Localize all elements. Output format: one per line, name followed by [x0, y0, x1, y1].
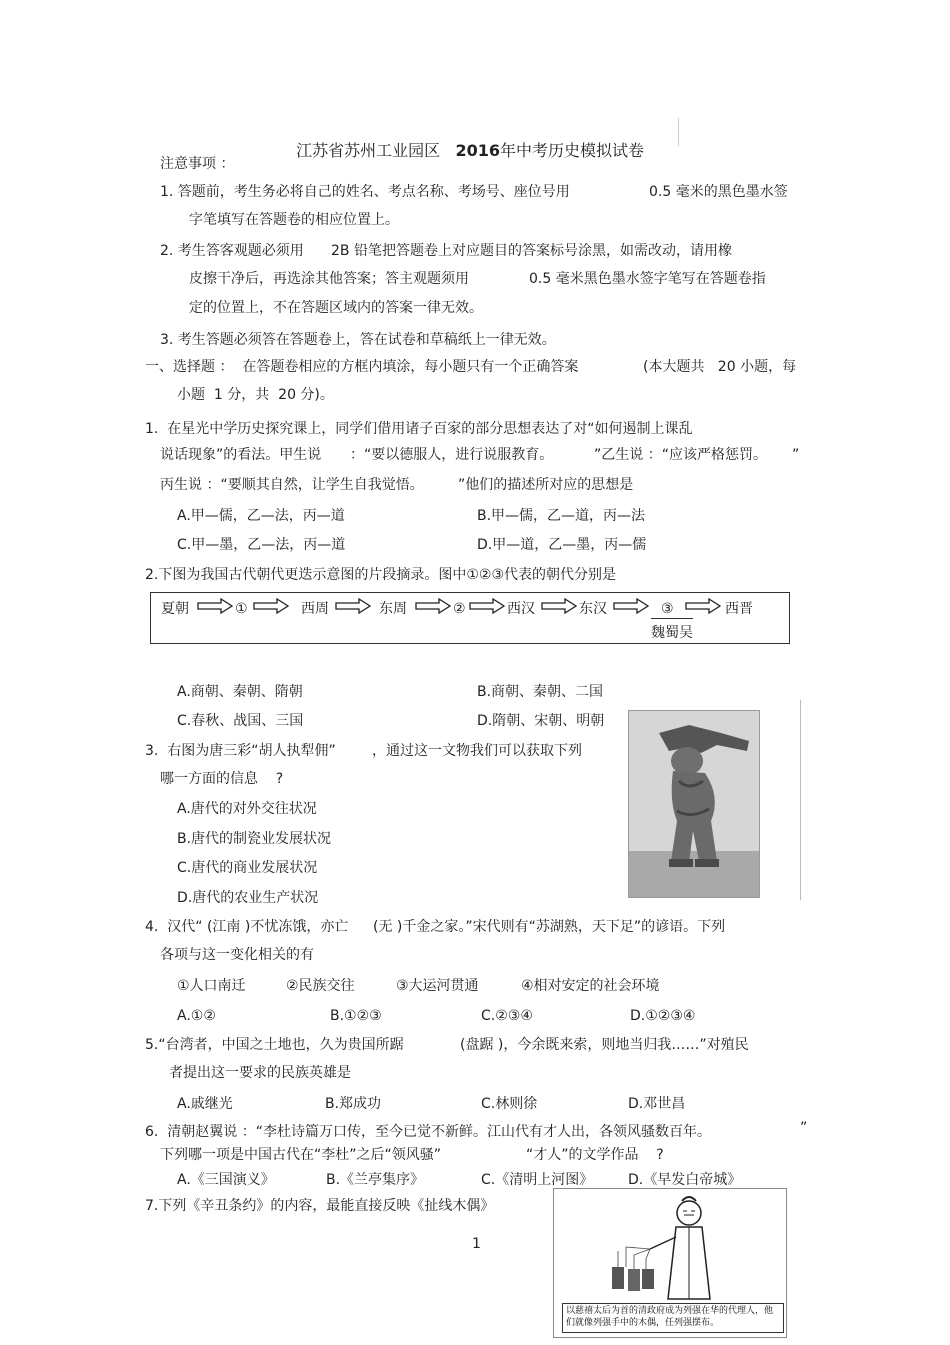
- chrono-blank-1: ①: [235, 601, 248, 617]
- q1-line3b: ”他们的描述所对应的思想是: [458, 477, 634, 493]
- q5-line1b: (盘踞 )，今余既来索，则地当归我……”对殖民: [460, 1037, 749, 1053]
- q4-option-d: D.①②③④: [630, 1008, 696, 1024]
- q1-option-b: B.甲—儒，乙—道，丙—法: [477, 508, 646, 524]
- q5-option-d: D.邓世昌: [628, 1096, 686, 1112]
- q4-line1a: 4. 汉代“ (江南 )不忧冻饿，亦亡: [145, 919, 349, 935]
- title-part2: 年中考历史模拟试卷: [499, 141, 644, 160]
- q5-line1a: 5.“台湾者，中国之土地也，久为贵国所踞: [145, 1037, 404, 1053]
- q3-option-b: B.唐代的制瓷业发展状况: [177, 831, 332, 847]
- q6-line1b: ”: [800, 1120, 808, 1136]
- q4-line1b: (无 )千金之家。”宋代则有“苏湖熟，天下足”的谚语。下列: [373, 919, 726, 935]
- arrow-icon: [541, 598, 577, 614]
- notice-item2-line1a: 2. 考生答客观题必须用: [160, 243, 304, 259]
- arrow-icon: [415, 598, 451, 614]
- section1-line1a: 一、选择题 ： 在答题卷相应的方框内填涂，每小题只有一个正确答案: [145, 359, 579, 375]
- q2-option-c: C.春秋、战国、三国: [177, 713, 304, 729]
- q2-option-d: D.隋朝、宋朝、明朝: [477, 713, 605, 729]
- q4-item-2: ②民族交往: [286, 978, 355, 994]
- arrow-icon: [253, 598, 289, 614]
- chrono-donghan: 东汉: [579, 601, 607, 617]
- q4-item-3: ③大运河贯通: [396, 978, 479, 994]
- tang-sancai-figurine-photo: [628, 710, 760, 898]
- notice-item2-line1b: 2B 铅笔把答题卷上对应题目的答案标号涂黑，如需改动，请用橡: [331, 243, 732, 259]
- page-title: [286, 124, 644, 160]
- q4-item-1: ①人口南迁: [177, 978, 246, 994]
- q1-option-d: D.甲—道，乙—墨，丙—儒: [477, 537, 647, 553]
- q4-option-a: A.①②: [177, 1008, 216, 1024]
- notice-item1-line1a: 1. 答题前，考生务必将自己的姓名、考点名称、考场号、座位号用: [160, 184, 570, 200]
- chrono-blank-2: ②: [453, 601, 466, 617]
- q1-line2b: ：“要以德服人，进行说服教育。: [350, 447, 554, 463]
- chrono-xihan: 西汉: [507, 601, 535, 617]
- arrow-icon: [685, 598, 721, 614]
- chrono-blank-underline: [651, 618, 693, 619]
- q2-option-a: A.商朝、秦朝、隋朝: [177, 684, 303, 700]
- q3-line2: 哪一方面的信息 ?: [160, 771, 284, 787]
- chrono-blank-3: ③: [661, 601, 674, 617]
- q1-line3a: 丙生说 ：“要顺其自然，让学生自我觉悟。: [160, 477, 424, 493]
- chrono-dongzhou: 东周: [379, 601, 407, 617]
- notice-heading: 注意事项 ：: [160, 156, 235, 172]
- notice-item3: 3. 考生答题必须答在答题卷上，答在试卷和草稿纸上一律无效。: [160, 332, 556, 348]
- puppet-cartoon-figure: [553, 1188, 787, 1338]
- q2-option-b: B.商朝、秦朝、二国: [477, 684, 604, 700]
- arrow-icon: [197, 598, 233, 614]
- q1-option-a: A.甲—儒，乙—法，丙—道: [177, 508, 345, 524]
- q6-option-c: C.《清明上河图》: [481, 1172, 594, 1188]
- notice-item2-line2a: 皮擦干净后，再选涂其他答案；答主观题须用: [189, 271, 469, 287]
- q5-option-c: C.林则徐: [481, 1096, 538, 1112]
- title-year: 2016: [455, 141, 500, 160]
- q6-line2b: “才人”的文学作品 ?: [526, 1147, 664, 1163]
- arrow-icon: [335, 598, 371, 614]
- arrow-icon: [613, 598, 649, 614]
- q3-line1a: 3. 右图为唐三彩“胡人执犁佣”: [145, 743, 336, 759]
- q1-line2d: ”: [792, 447, 800, 463]
- title-divider: [678, 118, 679, 146]
- title-part1: 江苏省苏州工业园区: [296, 141, 441, 160]
- notice-item2-line3: 定的位置上，不在答题区域内的答案一律无效。: [189, 300, 483, 316]
- notice-item1-line2: 字笔填写在答题卷的相应位置上。: [189, 212, 399, 228]
- puppet-cartoon-illustration: [554, 1189, 786, 1301]
- chrono-xizhou: 西周: [301, 601, 329, 617]
- chrono-xia: 夏朝: [161, 601, 189, 617]
- figure-border-line: [800, 700, 801, 900]
- q5-option-a: A.戚继光: [177, 1096, 233, 1112]
- q4-line2: 各项与这一变化相关的有: [160, 947, 314, 963]
- q2-stem: 2.下图为我国古代朝代更迭示意图的片段摘录。图中①②③代表的朝代分别是: [145, 567, 617, 583]
- cartoon-caption: 以慈禧太后为首的清政府成为列强在华的代理人，他们就像列强手中的木偶，任列强摆布。: [562, 1303, 784, 1333]
- q6-option-a: A.《三国演义》: [177, 1172, 275, 1188]
- chrono-sub-wei-shu-wu: 魏蜀吴: [651, 625, 693, 641]
- dynasty-chronology-diagram: [150, 592, 790, 644]
- q7-stem: 7.下列《辛丑条约》的内容，最能直接反映《扯线木偶》: [145, 1198, 495, 1214]
- q1-line1: 1. 在星光中学历史探究课上，同学们借用诸子百家的部分思想表达了对“如何遏制上课乱: [145, 421, 693, 437]
- q3-option-a: A.唐代的对外交往状况: [177, 801, 317, 817]
- q3-line1b: ，通过这一文物我们可以获取下列: [372, 743, 582, 759]
- q5-line2: 者提出这一要求的民族英雄是: [169, 1065, 351, 1081]
- q6-option-d: D.《早发白帝城》: [628, 1172, 742, 1188]
- arrow-icon: [469, 598, 505, 614]
- q4-option-c: C.②③④: [481, 1008, 533, 1024]
- q6-option-b: B.《兰亭集序》: [326, 1172, 425, 1188]
- q6-line2a: 下列哪一项是中国古代在“李杜”之后“领风骚”: [160, 1147, 442, 1163]
- q5-option-b: B.郑成功: [325, 1096, 382, 1112]
- q3-option-d: D.唐代的农业生产状况: [177, 890, 319, 906]
- q1-line2a: 说话现象”的看法。甲生说: [160, 447, 322, 463]
- chrono-xijin: 西晋: [725, 601, 753, 617]
- figurine-illustration: [629, 711, 759, 897]
- q1-option-c: C.甲—墨，乙—法，丙—道: [177, 537, 346, 553]
- q4-option-b: B.①②③: [330, 1008, 382, 1024]
- notice-item2-line2b: 0.5 毫米黑色墨水签字笔写在答题卷指: [529, 271, 766, 287]
- notice-item1-line1b: 0.5 毫米的黑色墨水签: [649, 184, 788, 200]
- page-number: 1: [472, 1236, 481, 1252]
- q3-option-c: C.唐代的商业发展状况: [177, 860, 318, 876]
- section1-line2: 小题 1 分，共 20 分)。: [177, 387, 334, 403]
- q6-line1a: 6. 清朝赵翼说 ：“李杜诗篇万口传，至今已觉不新鲜。江山代有才人出，各领风骚数百年。: [145, 1124, 711, 1140]
- q4-item-4: ④相对安定的社会环境: [521, 978, 660, 994]
- q1-line2c: ”乙生说 ：“应该严格惩罚。: [594, 447, 767, 463]
- section1-line1b: (本大题共 20 小题，每: [643, 359, 797, 375]
